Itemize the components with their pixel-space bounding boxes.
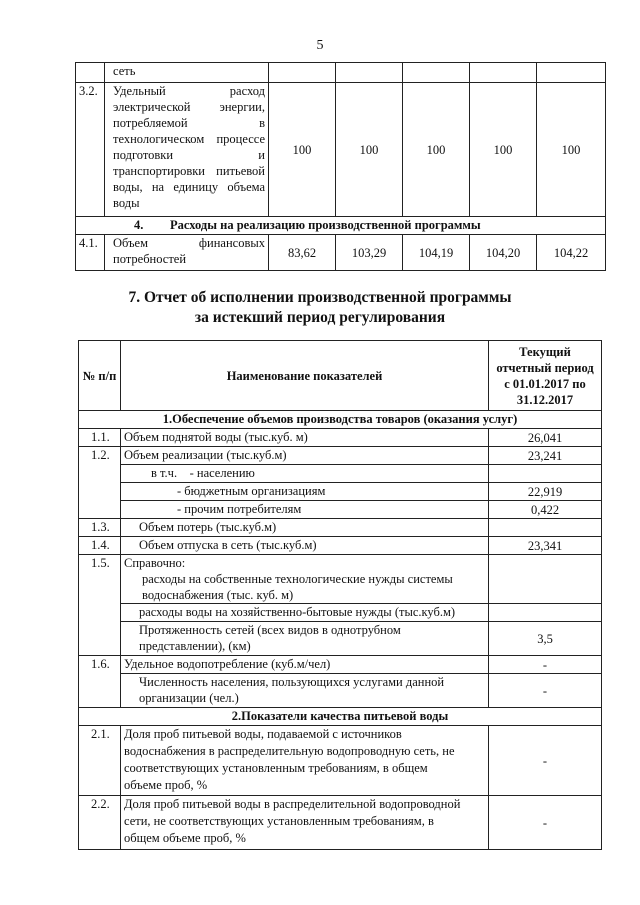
section-row — [79, 708, 602, 726]
table-row: Численность населения, пользующихся услугами данной организации (чел.) - — [79, 674, 602, 708]
value-cell: 104,20 — [470, 235, 537, 271]
table-row: 1.3. Объем потерь (тыс.куб.м) — [79, 519, 602, 537]
section-7-title: 7. Отчет об исполнении производственной программы за истекший период регулирования — [128, 289, 512, 326]
header-row — [79, 341, 602, 411]
table-row: 1.1. Объем поднятой воды (тыс.куб. м) 26,041 — [79, 429, 602, 447]
section-2-title: 2.Показатели качества питьевой воды — [79, 708, 602, 726]
section-1-title: 1.Обеспечение объемов производства товаров (оказания услуг) — [79, 411, 602, 429]
table-row — [76, 235, 606, 271]
table-row: 1.6. Удельное водопотребление (куб.м/чел) - — [79, 656, 602, 674]
value-cell: 100 — [470, 83, 537, 217]
value-cell: 103,29 — [336, 235, 403, 271]
row-number: 3.2. — [76, 83, 105, 217]
header-num: № п/п — [79, 341, 121, 411]
section-4-title: 4. Расходы на реализацию производственной программы — [76, 217, 606, 235]
table-row: - прочим потребителям 0,422 — [79, 501, 602, 519]
page-number: 5 — [316, 38, 324, 53]
table-row: 2.2. Доля проб питьевой воды в распределительной водопроводной сети, не соответствующих установленным требованиям, в общем объеме проб, % - — [79, 796, 602, 850]
value-cell: 100 — [537, 83, 606, 217]
section-row — [76, 217, 606, 235]
table-row: в т.ч. - населению — [79, 465, 602, 483]
continuation-text: сеть — [105, 63, 269, 83]
table-row: - бюджетным организациям 22,919 — [79, 483, 602, 501]
table-row: Протяженность сетей (всех видов в однотрубном представлении), (км) 3,5 — [79, 622, 602, 656]
table-row: 1.2. Объем реализации (тыс.куб.м) 23,241 — [79, 447, 602, 465]
table-row: расходы воды на хозяйственно-бытовые нужды (тыс.куб.м) — [79, 604, 602, 622]
row-name: Удельный расход электрической энергии, потребляемой в технологическом процессе подготовки и транспортировки питьевой воды, на единицу объема воды — [105, 83, 269, 217]
table-row — [76, 63, 606, 83]
value-cell: 83,62 — [269, 235, 336, 271]
table-row: 1.4. Объем отпуска в сеть (тыс.куб.м) 23,341 — [79, 537, 602, 555]
table-row: 2.1. Доля проб питьевой воды, подаваемой с источников водоснабжения в распределительную водопроводную сеть, не соответствующих установленным требованиям, в общем объеме проб, % - — [79, 726, 602, 796]
report-table — [78, 340, 602, 850]
value-cell: 104,19 — [403, 235, 470, 271]
table-row: 1.5. Справочно: расходы на собственные технологические нужды системы водоснабжения (тыс. куб. м) — [79, 555, 602, 604]
table-row — [76, 83, 606, 217]
value-cell: 100 — [403, 83, 470, 217]
section-row — [79, 411, 602, 429]
value-cell: 100 — [336, 83, 403, 217]
value-cell: 104,22 — [537, 235, 606, 271]
value-cell: 100 — [269, 83, 336, 217]
row-name: Объем финансовых потребностей — [105, 235, 269, 271]
header-period: Текущий отчетный период с 01.01.2017 по 31.12.2017 — [489, 341, 602, 411]
indicators-table-continued — [75, 62, 606, 271]
row-number: 4.1. — [76, 235, 105, 271]
header-name: Наименование показателей — [121, 341, 489, 411]
